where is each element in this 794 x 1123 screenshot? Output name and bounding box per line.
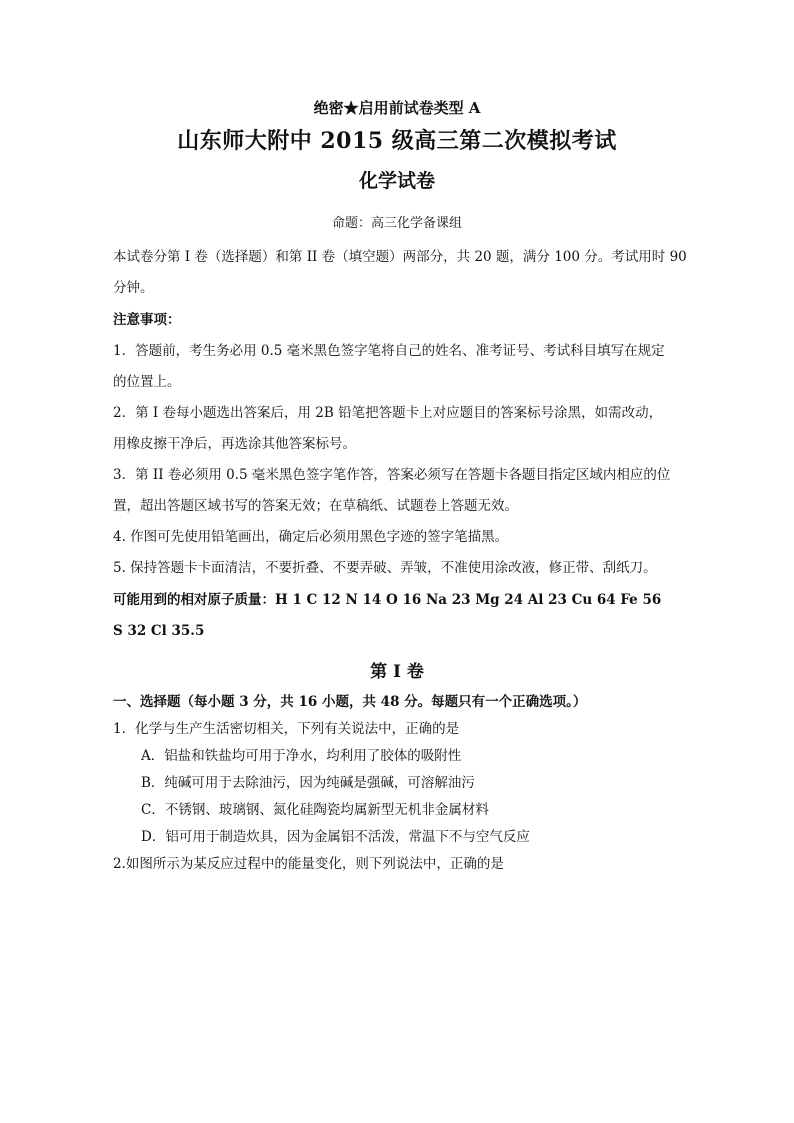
note-3-line-2: 置，超出答题区域书写的答案无效；在草稿纸、试题卷上答题无效。 [113, 498, 518, 514]
note-3-line-1: 3．第 II 卷必须用 0.5 毫米黑色签字笔作答，答案必须写在答题卡各题目指定区域内相应的位 [113, 467, 671, 483]
subject-title: 化学试卷 [358, 170, 435, 192]
note-5: 5. 保持答题卡卡面清洁，不要折叠、不要弄破、弄皱，不准使用涂改液，修正带、刮纸刀。 [113, 560, 657, 576]
part-1-title: 第 I 卷 [370, 662, 424, 682]
question-1-stem: 1．化学与生产生活密切相关，下列有关说法中，正确的是 [113, 721, 460, 737]
secret-label: 绝密★启用前试卷类型 A [313, 99, 481, 117]
section-heading: 一、选择题（每小题 3 分，共 16 小题，共 48 分。每题只有一个正确选项。） [113, 694, 587, 710]
atomic-mass-line-2: S 32 Cl 35.5 [113, 623, 205, 639]
question-2-stem: 2.如图所示为某反应过程中的能量变化，则下列说法中，正确的是 [113, 856, 504, 872]
note-2-line-1: 2．第 I 卷每小题选出答案后，用 2B 铅笔把答题卡上对应题目的答案标号涂黑，如需改动， [113, 405, 663, 421]
notes-heading: 注意事项： [113, 312, 181, 328]
note-1-line-1: 1．答题前，考生务必用 0.5 毫米黑色签字笔将自己的姓名、准考证号、考试科目填写在规定 [113, 343, 665, 359]
exam-title: 山东师大附中 2015 级高三第二次模拟考试 [177, 128, 617, 154]
note-2-line-2: 用橡皮擦干净后，再选涂其他答案标号。 [113, 436, 356, 452]
author-line: 命题：高三化学备课组 [331, 216, 462, 231]
question-1-option-d: D．铝可用于制造炊具，因为金属铝不活泼，常温下不与空气反应 [141, 829, 530, 845]
question-1-option-c: C．不锈钢、玻璃钢、氮化硅陶瓷均属新型无机非金属材料 [141, 802, 489, 818]
atomic-mass-line-1: 可能用到的相对原子质量：H 1 C 12 N 14 O 16 Na 23 Mg 24 Al 23 Cu 64 Fe 56 [113, 592, 662, 608]
question-1-option-b: B．纯碱可用于去除油污，因为纯碱是强碱，可溶解油污 [141, 775, 475, 791]
note-4: 4. 作图可先使用铅笔画出，确定后必须用黑色字迹的签字笔描黑。 [113, 529, 509, 545]
question-1-option-a: A．铝盐和铁盐均可用于净水，均利用了胶体的吸附性 [141, 748, 462, 764]
intro-line-2: 分钟。 [113, 280, 154, 296]
intro-line-1: 本试卷分第 I 卷（选择题）和第 II 卷（填空题）两部分，共 20 题，满分 100 分。考试用时 90 [113, 249, 687, 265]
note-1-line-2: 的位置上。 [113, 374, 181, 390]
